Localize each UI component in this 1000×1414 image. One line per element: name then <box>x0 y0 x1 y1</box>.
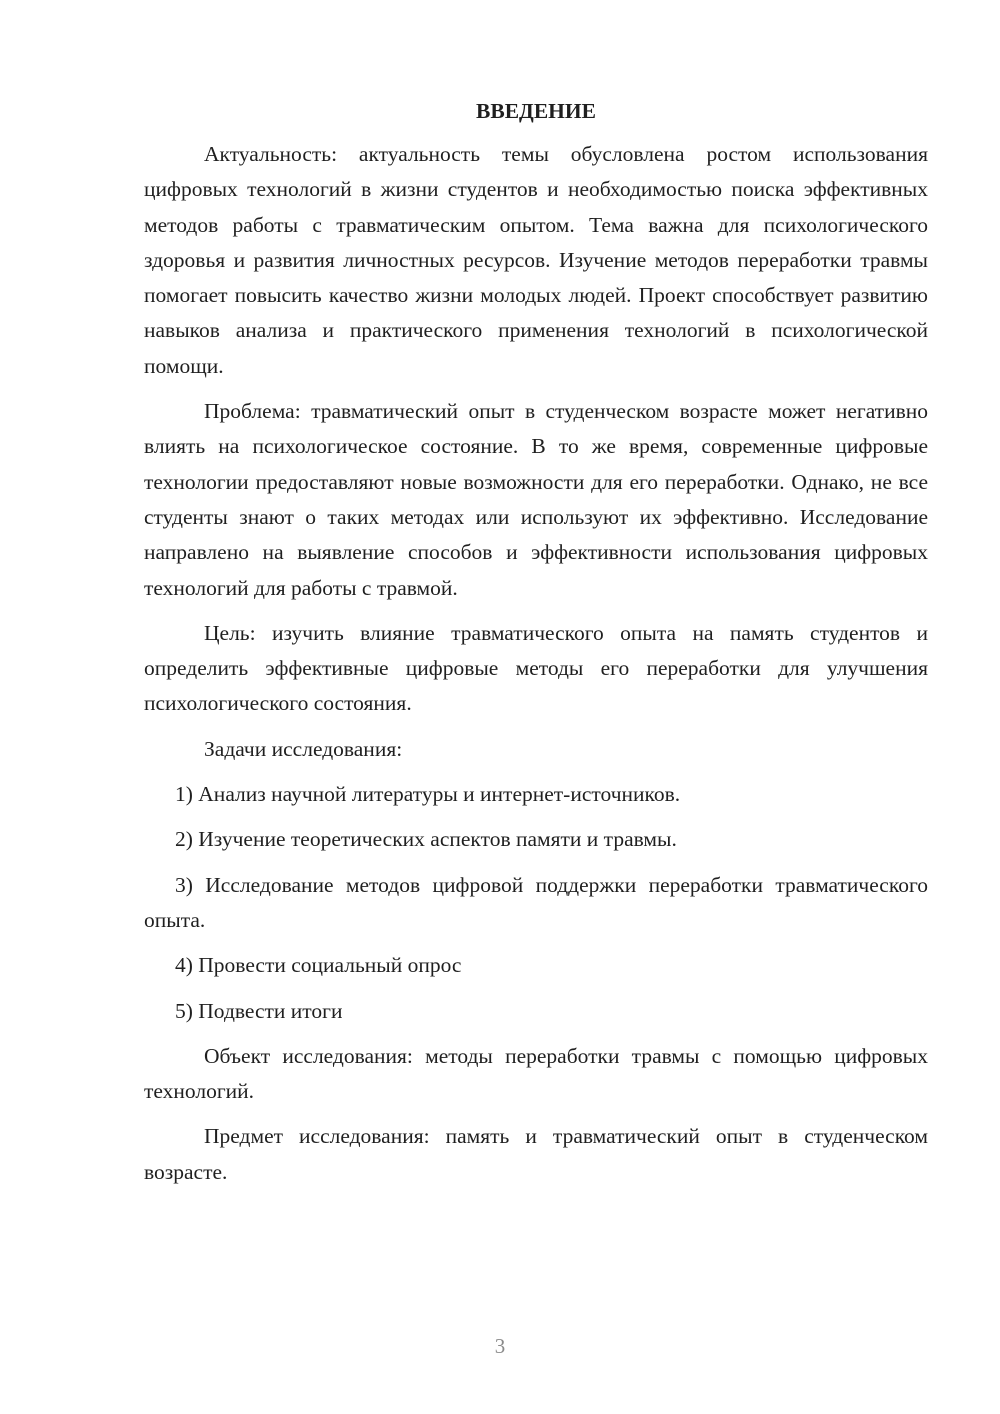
section-title: ВВЕДЕНИЕ <box>476 99 596 123</box>
relevance-paragraph: Актуальность: актуальность темы обусловлена ростом использования цифровых технологий в жизни студентов и необходимостью поиска эффективных методов работы с травматическим опытом. Тема важна для психологического здоровья и развития личностных ресурсов. Изучение методов переработки травмы помогает повысить качество жизни молодых людей. Проект способствует развитию навыков анализа и практического применения технологий в психологической помощи. <box>144 142 928 378</box>
subject-paragraph: Предмет исследования: память и травматический опыт в студенческом возрасте. <box>144 1124 928 1184</box>
task-item-3: 3) Исследование методов цифровой поддержки переработки травматического опыта. <box>144 872 928 932</box>
task-item-1: 1) Анализ научной литературы и интернет-источников. <box>175 782 681 807</box>
page-content <box>144 94 928 1200</box>
task-item-4: 4) Провести социальный опрос <box>175 953 462 978</box>
task-item-5: 5) Подвести итоги <box>175 998 343 1023</box>
object-paragraph: Объект исследования: методы переработки травмы с помощью цифровых технологий. <box>144 1043 928 1104</box>
goal-paragraph: Цель: изучить влияние травматического опыта на память студентов и определить эффективные цифровые методы его переработки для улучшения психологического состояния. <box>144 620 928 716</box>
page-number: 3 <box>494 1334 506 1358</box>
task-item-2: 2) Изучение теоретических аспектов памяти и травмы. <box>175 827 677 852</box>
problem-paragraph: Проблема: травматический опыт в студенческом возрасте может негативно влиять на психологическое состояние. В то же время, современные цифровые технологии предоставляют новые возможности для его переработки. Однако, не все студенты знают о таких методах или используют их эффективно. Исследование направлено на выявление способов и эффективности использования цифровых технологий для работы с травмой. <box>144 399 928 600</box>
tasks-heading: Задачи исследования: <box>204 736 403 761</box>
